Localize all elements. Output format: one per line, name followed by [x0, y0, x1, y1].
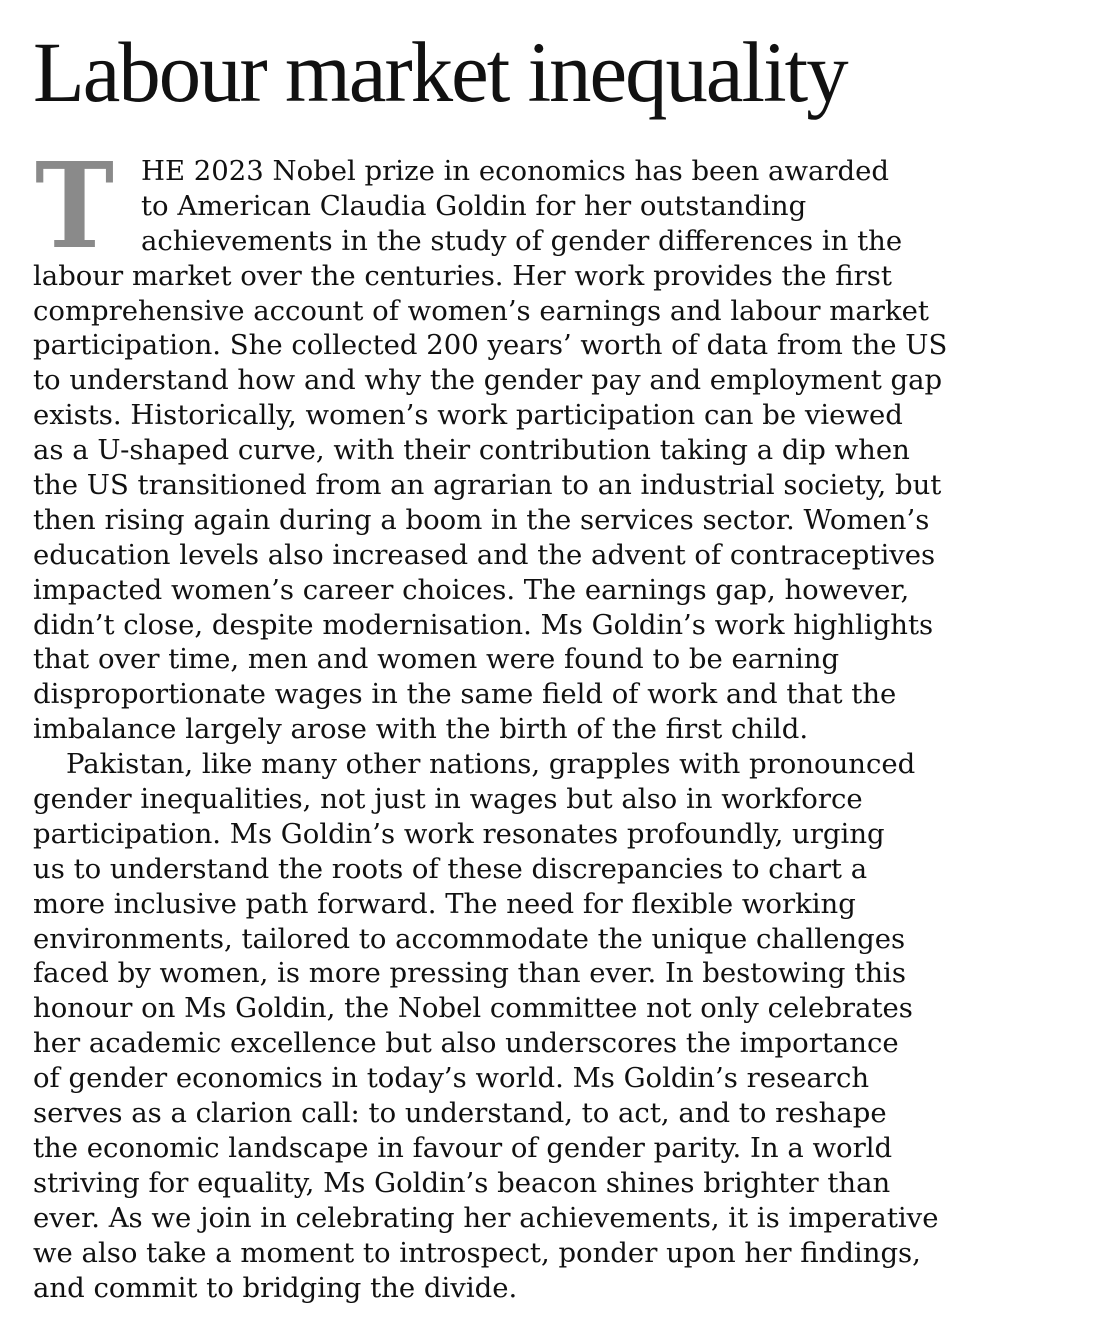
paragraph-2: [33, 747, 1083, 1305]
drop-cap: T: [35, 136, 115, 275]
text-line: ever. As we join in celebrating her achievements, it is imperative: [33, 1201, 939, 1234]
text-line: of gender economics in today’s world. Ms Goldin’s research: [33, 1062, 870, 1095]
text-line: labour market over the centuries. Her work provides the first: [33, 259, 892, 292]
text-line: striving for equality, Ms Goldin’s beacon shines brighter than: [33, 1166, 891, 1199]
headline: Labour market inequality: [33, 24, 847, 120]
text-line: serves as a clarion call: to understand, to act, and to reshape: [33, 1097, 887, 1130]
text-line: comprehensive account of women’s earnings and labour market: [33, 294, 929, 327]
text-line: then rising again during a boom in the services sector. Women’s: [33, 503, 930, 536]
text-line: impacted women’s career choices. The earnings gap, however,: [33, 573, 910, 606]
text-line: as a U-shaped curve, with their contribution taking a dip when: [33, 434, 910, 467]
text-line: disproportionate wages in the same field of work and that the: [33, 678, 897, 711]
text-line: Pakistan, like many other nations, grapples with pronounced: [66, 748, 916, 781]
text-line: her academic excellence but also underscores the importance: [33, 1027, 899, 1060]
text-line: imbalance largely arose with the birth of the first child.: [33, 713, 809, 746]
text-line: the economic landscape in favour of gender parity. In a world: [33, 1131, 893, 1164]
text-line: the US transitioned from an agrarian to an industrial society, but: [33, 469, 942, 502]
text-line: faced by women, is more pressing than ever. In bestowing this: [33, 957, 906, 990]
text-line: honour on Ms Goldin, the Nobel committee not only celebrates: [33, 992, 913, 1025]
text-line: education levels also increased and the advent of contraceptives: [33, 538, 936, 571]
text-line: environments, tailored to accommodate the unique challenges: [33, 922, 906, 955]
paragraph-1: [33, 136, 1083, 747]
text-line: exists. Historically, women’s work participation can be viewed: [33, 399, 903, 432]
text-line: us to understand the roots of these discrepancies to chart a: [33, 852, 868, 885]
text-line: participation. She collected 200 years’ worth of data from the US: [33, 329, 948, 362]
text-line: to American Claudia Goldin for her outstanding: [141, 189, 807, 222]
text-line: more inclusive path forward. The need for flexible working: [33, 887, 856, 920]
text-line: participation. Ms Goldin’s work resonates profoundly, urging: [33, 817, 885, 850]
text-line: and commit to bridging the divide.: [33, 1271, 518, 1304]
text-line: to understand how and why the gender pay and employment gap: [33, 364, 943, 397]
text-line: achievements in the study of gender differences in the: [141, 224, 903, 257]
text-line: we also take a moment to introspect, ponder upon her findings,: [33, 1236, 921, 1269]
text-line: gender inequalities, not just in wages but also in workforce: [33, 783, 863, 816]
article-body: [33, 136, 1083, 1305]
text-line: HE 2023 Nobel prize in economics has been awarded: [141, 155, 890, 187]
text-line: didn’t close, despite modernisation. Ms Goldin’s work highlights: [33, 608, 934, 641]
text-line: that over time, men and women were found to be earning: [33, 643, 840, 676]
